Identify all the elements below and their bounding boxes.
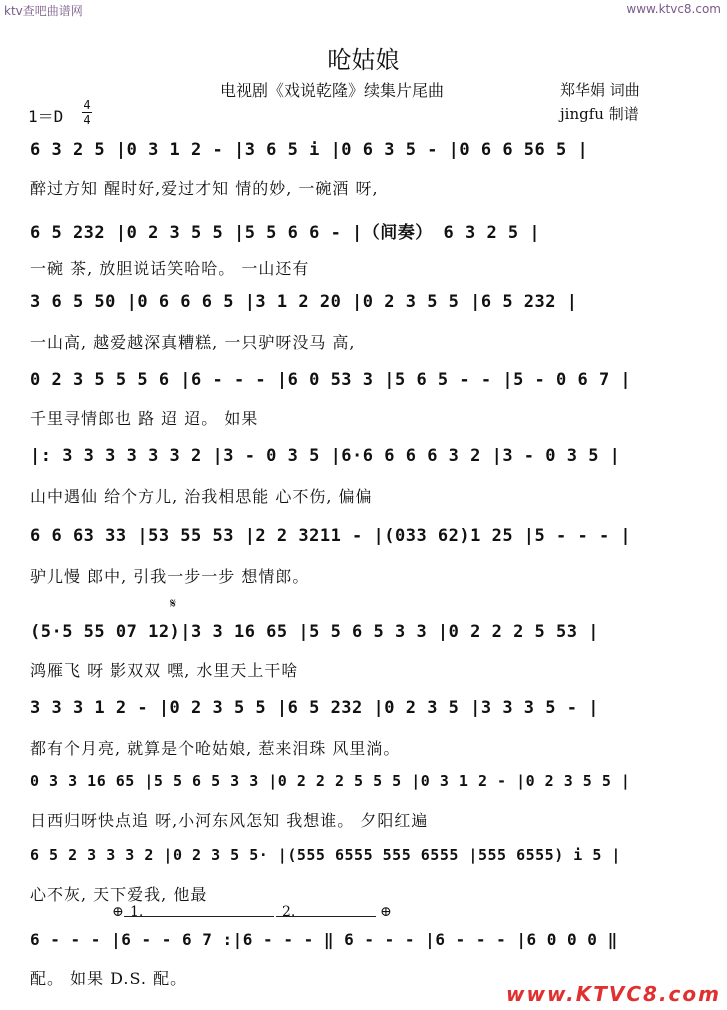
- lyrics-line-1: 醉过方知 醒时好,爱过才知 情的妙, 一碗酒 呀,: [30, 179, 379, 198]
- song-title: 呛姑娘: [327, 46, 400, 74]
- notation-line-2: 6 5 232 |0 2 3 5 5 |5 5 6 6 - |（间奏） 6 3 2 5 |: [30, 223, 541, 243]
- notation-line-6: 6 6 63 33 |53 55 53 |2 2 3211 - |(033 62)1 25 |5 - - - |: [30, 526, 632, 546]
- lyrics-line-11: 配。 如果 D.S. 配。: [30, 969, 188, 988]
- lyrics-line-10: 心不灰, 天下爱我, 他最: [30, 885, 208, 904]
- coda-mark-1: ⊕: [112, 904, 124, 920]
- watermark-left: ktv查吧曲谱网: [4, 4, 83, 18]
- notation-line-8: 3 3 3 1 2 - |0 2 3 5 5 |6 5 232 |0 2 3 5 |3 3 3 5 - |: [30, 698, 599, 718]
- ending-2-mark: 2.: [282, 904, 296, 920]
- notation-line-5: |: 3 3 3 3 3 3 2 |3 - 0 3 5 |6·6 6 6 6 3 2 |3 - 0 3 5 |: [30, 446, 621, 466]
- transcriber: jingfu 制谱: [560, 105, 639, 123]
- ending-1-bracket: [124, 916, 274, 917]
- notation-line-4: 0 2 3 5 5 5 6 |6 - - - |6 0 53 3 |5 6 5 - - |5 - 0 6 7 |: [30, 370, 632, 390]
- time-signature-top: 4: [83, 98, 91, 112]
- lyrics-line-7: 鸿雁飞 呀 影双双 嘿, 水里天上干啥: [30, 661, 299, 680]
- lyrics-line-6: 驴儿慢 郎中, 引我一步一步 想情郎。: [30, 567, 310, 586]
- ending-1-mark: 1.: [130, 904, 144, 920]
- time-signature: [82, 98, 92, 127]
- lyrics-line-9: 日西归呀快点追 呀,小河东风怎知 我想谁。 夕阳红遍: [30, 811, 429, 830]
- segno-mark: 𝄋: [170, 596, 177, 612]
- lyricist-composer: 郑华娟 词曲: [560, 81, 640, 99]
- lyrics-line-3: 一山高, 越爱越深真糟糕, 一只驴呀没马 高,: [30, 333, 356, 352]
- coda-mark-2: ⊕: [380, 904, 392, 920]
- site-footer-logo: www.KTVC8.com: [506, 982, 721, 1006]
- notation-line-10: 6 5 2 3 3 3 2 |0 2 3 5 5· |(555 6555 555 6555 |555 6555) i 5 |: [30, 846, 621, 864]
- credits: [560, 78, 640, 126]
- notation-line-1: 6 3 2 5 |0 3 1 2 - |3 6 5 i |0 6 3 5 - |0 6 6 56 5 |: [30, 140, 589, 160]
- key-signature: 1＝D: [28, 107, 64, 126]
- lyrics-line-4: 千里寻情郎也 路 迢 迢。 如果: [30, 409, 259, 428]
- lyrics-line-2: 一碗 茶, 放胆说话笑哈哈。 一山还有: [30, 259, 310, 278]
- song-subtitle: 电视剧《戏说乾隆》续集片尾曲: [220, 81, 445, 100]
- lyrics-line-5: 山中遇仙 给个方儿, 治我相思能 心不伤, 偏偏: [30, 487, 373, 506]
- notation-line-3: 3 6 5 50 |0 6 6 6 5 |3 1 2 20 |0 2 3 5 5 |6 5 232 |: [30, 292, 578, 312]
- notation-line-11: 6 - - - |6 - - 6 7 :|6 - - - ‖ 6 - - - |6 - - - |6 0 0 0 ‖: [30, 930, 618, 949]
- notation-line-9: 0 3 3 16 65 |5 5 6 5 3 3 |0 2 2 2 5 5 5 |0 3 1 2 - |0 2 3 5 5 |: [30, 772, 631, 790]
- ending-2-bracket: [276, 916, 376, 917]
- lyrics-line-8: 都有个月亮, 就算是个呛姑娘, 惹来泪珠 风里淌。: [30, 739, 401, 758]
- notation-line-7: (5·5 55 07 12)|3 3 16 65 |5 5 6 5 3 3 |0 2 2 2 5 53 |: [30, 622, 599, 642]
- time-signature-bottom: 4: [83, 113, 91, 127]
- watermark-right: www.ktvc8.com: [626, 2, 721, 16]
